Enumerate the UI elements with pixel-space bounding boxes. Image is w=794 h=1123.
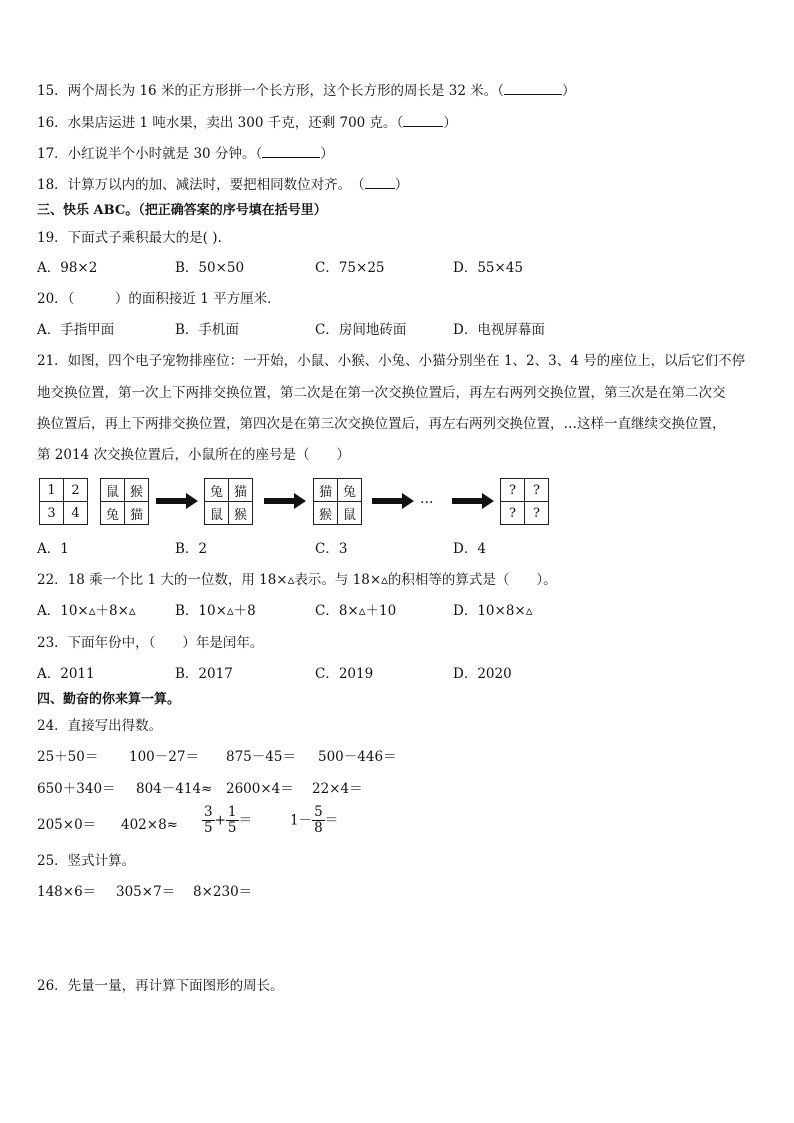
question-25-text: 25．竖式计算。 (37, 853, 136, 869)
question-21-line-4: 第 2014 次交换位置后，小鼠所在的座号是（ ） (37, 447, 350, 463)
grid-cell: 鼠 (205, 502, 229, 525)
question-16-text: 16．水果店运进 1 吨水果，卖出 300 千克，还剩 700 克。（ (37, 115, 404, 131)
q22-option-a[interactable]: A．10×▵＋8×▵ (37, 603, 136, 619)
seat-grid-unknown (500, 478, 549, 525)
question-20-text: 20．（ ）的面积接近 1 平方厘米． (37, 291, 281, 307)
calc-item: 22×4＝ (312, 781, 363, 797)
q21-option-c[interactable]: C．3 (315, 541, 348, 557)
grid-cell: 2 (64, 479, 88, 502)
calc-item: 500－446＝ (318, 749, 397, 765)
grid-cell: 3 (40, 502, 64, 525)
q21-option-b[interactable]: B．2 (175, 541, 208, 557)
question-16: 16．水果店运进 1 吨水果，卖出 300 千克，还剩 700 克。（ ） (37, 115, 457, 131)
question-15: 15．两个周长为 16 米的正方形拼一个长方形，这个长方形的周长是 32 米。（ ） (37, 83, 576, 99)
question-21-line-3: 换位置后，再上下两排交换位置，第四次是在第三次交换位置后，再左右两列交换位置，…这样一直继续交换位置， (37, 416, 726, 432)
arrow-right-icon (156, 493, 198, 509)
calc-item: 2600×4＝ (226, 781, 294, 797)
answer-blank[interactable] (504, 83, 562, 95)
q21-option-d[interactable]: D．4 (453, 541, 486, 557)
calc-item: 148×6＝ (37, 884, 97, 900)
grid-cell: ? (525, 502, 549, 525)
question-19-text: 19．下面式子乘积最大的是( ). (37, 230, 222, 246)
q19-option-a[interactable]: A．98×2 (37, 260, 98, 276)
q23-option-b[interactable]: B．2017 (175, 666, 233, 682)
answer-blank[interactable] (403, 115, 443, 127)
q22-option-c[interactable]: C．8×▵＋10 (315, 603, 397, 619)
q22-option-d[interactable]: D．10×8×▵ (453, 603, 533, 619)
grid-cell: 猫 (314, 479, 338, 502)
arrow-right-icon (264, 493, 306, 509)
calc-item: 25＋50＝ (37, 749, 99, 765)
q19-option-b[interactable]: B．50×50 (175, 260, 245, 276)
calc-item: 305×7＝ (116, 884, 176, 900)
fraction-expression-1: $\frac{3}{5}$ + $\frac{1}{5}$ ＝ (204, 804, 252, 836)
calc-item: 875－45＝ (226, 749, 296, 765)
section-3-heading: 三、快乐 ABC。（把正确答案的序号填在括号里） (37, 203, 327, 218)
arrow-right-icon (452, 493, 494, 509)
grid-cell: 兔 (338, 479, 362, 502)
question-26-text: 26．先量一量，再计算下面图形的周长。 (37, 978, 284, 994)
grid-cell: 猫 (229, 479, 253, 502)
grid-cell: ? (525, 479, 549, 502)
q20-option-c[interactable]: C．房间地砖面 (315, 322, 407, 338)
calc-item: 205×0＝ (37, 817, 97, 833)
calc-item: 402×8≈ (121, 817, 178, 833)
calc-item: 100－27＝ (129, 749, 199, 765)
seat-grid-swap-2 (313, 478, 362, 525)
q19-option-c[interactable]: C．75×25 (315, 260, 385, 276)
q22-option-b[interactable]: B．10×▵＋8 (175, 603, 256, 619)
q20-option-a[interactable]: A．手指甲面 (37, 322, 115, 338)
grid-cell: ? (501, 502, 525, 525)
arrow-right-icon (372, 493, 414, 509)
grid-cell: 猴 (125, 479, 149, 502)
grid-cell: 鼠 (338, 502, 362, 525)
answer-blank[interactable] (262, 146, 320, 158)
question-18: 18．计算万以内的加、减法时，要把相同数位对齐。 （ ） (37, 177, 409, 193)
grid-cell: 猴 (229, 502, 253, 525)
q20-option-b[interactable]: B．手机面 (175, 322, 239, 338)
grid-cell: 1 (40, 479, 64, 502)
grid-cell: ? (501, 479, 525, 502)
seat-grid-numbers (39, 478, 88, 525)
question-23-text: 23．下面年份中，（ ）年是闰年。 (37, 635, 264, 651)
q21-option-a[interactable]: A．1 (37, 541, 69, 557)
calc-item: 804－414≈ (136, 781, 213, 797)
ellipsis: … (420, 491, 434, 507)
question-22-text: 22．18 乘一个比 1 大的一位数，用 18×▵表示。与 18×▵的积相等的算式是（ ）。 (37, 572, 557, 588)
grid-cell: 鼠 (101, 479, 125, 502)
grid-cell: 兔 (101, 502, 125, 525)
grid-cell: 兔 (205, 479, 229, 502)
section-4-heading: 四、勤奋的你来算一算。 (37, 692, 181, 707)
question-21-line-1: 21．如图，四个电子宠物排座位：一开始，小鼠、小猴、小兔、小猫分别坐在 1、2、3、4 号的座位上，以后它们不停 (37, 353, 746, 369)
calc-item: 8×230＝ (193, 884, 253, 900)
grid-cell: 猫 (125, 502, 149, 525)
grid-cell: 猴 (314, 502, 338, 525)
question-18-text: 18．计算万以内的加、减法时，要把相同数位对齐。 （ (37, 177, 365, 193)
q23-option-c[interactable]: C．2019 (315, 666, 374, 682)
q23-option-d[interactable]: D．2020 (453, 666, 512, 682)
question-15-text: 15．两个周长为 16 米的正方形拼一个长方形，这个长方形的周长是 32 米。（ (37, 83, 504, 99)
question-17-text: 17．小红说半个小时就是 30 分钟。（ (37, 146, 263, 162)
question-24-text: 24．直接写出得数。 (37, 718, 163, 734)
fraction-expression-2: 1－ $\frac{5}{8}$ ＝ (290, 804, 339, 836)
q23-option-a[interactable]: A．2011 (37, 666, 95, 682)
grid-cell: 4 (64, 502, 88, 525)
answer-blank[interactable] (365, 177, 395, 189)
calc-item: 650＋340＝ (37, 781, 116, 797)
q20-option-d[interactable]: D．电视屏幕面 (453, 322, 545, 338)
question-21-line-2: 地交换位置，第一次上下两排交换位置，第二次是在第一次交换位置后，再左右两列交换位置，第三次是在第二次交 (37, 385, 726, 401)
question-17: 17．小红说半个小时就是 30 分钟。（ ） (37, 146, 334, 162)
q19-option-d[interactable]: D．55×45 (453, 260, 523, 276)
seat-grid-start (100, 478, 149, 525)
seat-grid-swap-1 (204, 478, 253, 525)
